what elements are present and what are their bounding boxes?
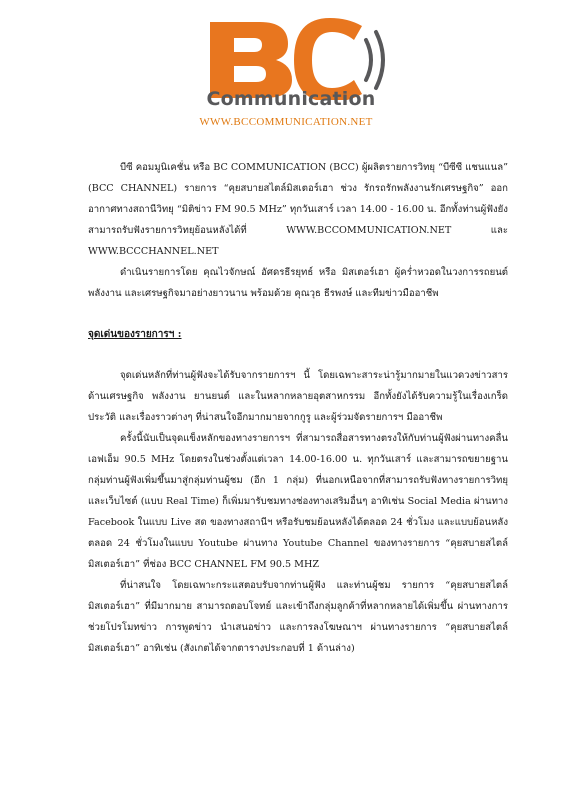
logo-letter-b — [210, 22, 292, 98]
paragraph-host: ดำเนินรายการโดย คุณไวจักษณ์ อัศดรธีรยุทธ์ หรือ มิสเตอร์เฮา ผู้คร่ำหวอดในวงการรถยนต์ พลังงาน และเศรษฐกิจมาอย่างยาวนาน พร้อมด้วย คุณวุธ ธีรพงษ์ และทีมข่าวมืออาชีพ — [88, 267, 508, 299]
signal-wave-icon — [376, 32, 383, 88]
paragraph-strength: ครั้งนี้นับเป็นจุดแข็งหลักของทางรายการฯ ที่สามารถสื่อสารทางตรงให้กับท่านผู้ฟังผ่านทางคลื่นเอฟเอ็ม 90.5 MHz โดยตรงในช่วงตั้งแต่เวลา 14.00-16.00 น. ทุกวันเสาร์ และสามารถขยายฐานกลุ่มท่านผู้ฟังเพิ่มขึ้นมาสู่กลุ่มท่านผู้ชม (อีก 1 กลุ่ม) ที่นอกเหนือจากที่สามารถรับฟังทางรายการวิทยุ และเว็บไซต์ (แบบ Real Time) ก็เพิ่มมารับชมทางช่องทางเสริมอื่นๆ อาทิเช่น Social Media ผ่านทาง Facebook ในแบบ Live สด ของทางสถานีฯ หรือรับชมย้อนหลังได้ตลอด 24 ชั่วโมง และแบบย้อนหลังตลอด 24 ชั่วโมงในแบบ Youtube ผ่านทาง Youtube Channel ของทางรายการ “คุยสบายสไตล์มิสเตอร์เฮา” ที่ช่อง BCC CHANNEL FM 90.5 MHZ — [88, 433, 508, 570]
logo-wordmark: Communication — [206, 88, 376, 110]
signal-wave-icon — [366, 40, 371, 80]
document-body — [88, 157, 508, 659]
section-title: จุดเด่นของรายการฯ : — [88, 329, 182, 340]
bc-logo — [190, 10, 390, 100]
paragraph-highlight: จุดเด่นหลักที่ท่านผู้ฟังจะได้รับจากรายการฯ นี้ โดยเฉพาะสาระน่ารู้มากมายในแวดวงข่าวสารด้านเศรษฐกิจ พลังงาน ยานยนต์ และในหลากหลายอุตสาหกรรม อีกทั้งยังได้รับความรู้ในเรื่องเกร็ดประวัติ และเรื่องราวต่างๆ ที่น่าสนใจอีกมากมายจากกูรู และผู้ร่วมจัดรายการฯ มืออาชีพ — [88, 370, 508, 423]
paragraph-intro: บีซี คอมมูนิเคชั่น หรือ BC COMMUNICATION (BCC) ผู้ผลิตรายการวิทยุ “บีซีซี แชนแนล” (BCC CHANNEL) รายการ “คุยสบายสไตล์มิสเตอร์เฮา ช่วง รักรถรักพลังงานรักเศรษฐกิจ” ออกอากาศทางสถานีวิทยุ “มิติข่าว FM 90.5 MHz” ทุกวันเสาร์ เวลา 14.00 - 16.00 น. อีกทั้งท่านผู้ฟังยังสามารถรับฟังรายการวิทยุย้อนหลังได้ที่ WWW.BCCOMMUNICATION.NET และ WWW.BCCCHANNEL.NET — [88, 162, 508, 257]
paragraph-feedback: ที่น่าสนใจ โดยเฉพาะกระแสตอบรับจากท่านผู้ฟัง และท่านผู้ชม รายการ “คุยสบายสไตล์มิสเตอร์เฮา” ที่มีมากมาย สามารถตอบโจทย์ และเข้าถึงกลุ่มลูกค้าที่หลากหลายได้เพิ่มขึ้น ผ่านทางการช่วยโปรโมทข่าว การพูดข่าว นำเสนอข่าว และการลงโฆษณาฯ ผ่านทางรายการ “คุยสบายสไตล์มิสเตอร์เฮา” อาทิเช่น (สังเกตได้จากตารางประกอบที่ 1 ด้านล่าง) — [88, 580, 508, 654]
logo-url: WWW.BCCOMMUNICATION.NET — [199, 116, 373, 128]
